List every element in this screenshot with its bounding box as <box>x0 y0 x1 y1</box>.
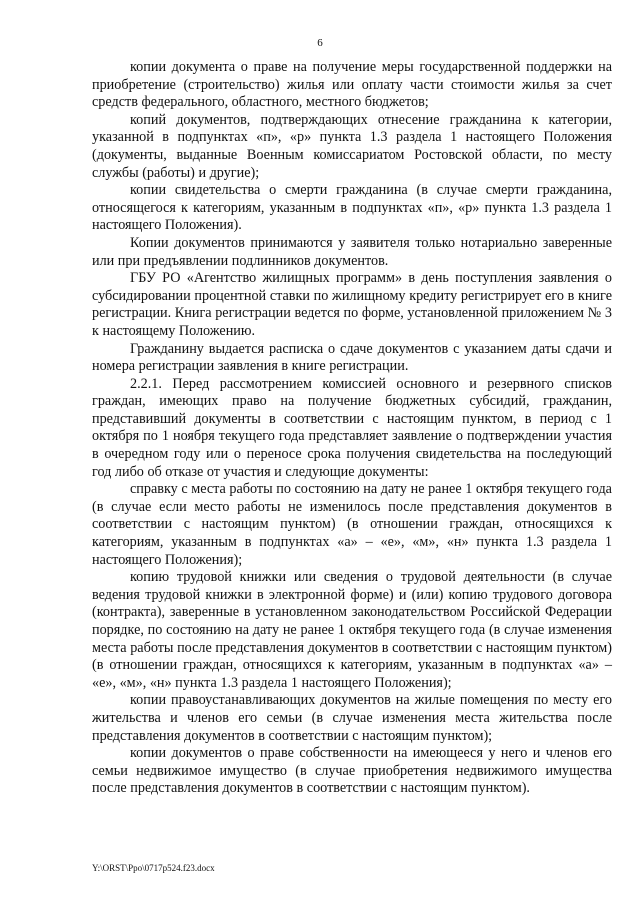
paragraph-3: копии свидетельства о смерти гражданина (в случае смерти гражданина, относящегося к категориям, указанным в подпунктах «п», «р» пункта 1.3 раздела 1 настоящего Положения). <box>92 182 612 234</box>
paragraph-9: копию трудовой книжки или сведения о трудовой деятельности (в случае ведения трудовой книжки в электронной форме) и (или) копию трудового договора (контракта), заверенные в установленном законодательством Российской Федерации порядке, по состоянию на дату не ранее 1 октября текущего года (в случае изменения места работы после представления документов в соответствии с настоящим пунктом) (в отношении граждан, относящихся к категориям, указанным в подпунктах «а» – «е», «м», «н» пункта 1.3 раздела 1 настоящего Положения); <box>92 569 612 691</box>
page-number: 6 <box>317 37 323 49</box>
paragraph-8: справку с места работы по состоянию на дату не ранее 1 октября текущего года (в случае если место работы не изменилось после представления документов в соответствии с настоящим пунктом) (в отношении граждан, относящихся к категориям, указанным в подпунктах «а» – «е», «м», «н» пункта 1.3 раздела 1 настоящего Положения); <box>92 481 612 568</box>
paragraph-6: Гражданину выдается расписка о сдаче документов с указанием даты сдачи и номера регистрации заявления в книге регистрации. <box>92 340 612 375</box>
paragraph-11: копии документов о праве собственности на имеющееся у него и членов его семьи недвижимое имущество (в случае приобретения недвижимого имущества после представления документов в соответствии с настоящим пунктом). <box>92 745 612 797</box>
paragraph-7: 2.2.1. Перед рассмотрением комиссией основного и резервного списков граждан, имеющих право на получение бюджетных субсидий, гражданин, представивший документы в соответствии с настоящим пунктом, в период с 1 октября по 1 ноября текущего года представляет заявление о подтверждении участия в очередном году или о переносе срока получения свидетельства на последующий год либо об отказе от участия и следующие документы: <box>92 375 612 480</box>
document-body <box>92 59 612 798</box>
paragraph-2: копий документов, подтверждающих отнесение гражданина к категории, указанной в подпунктах «п», «р» пункта 1.3 раздела 1 настоящего Положения (документы, выданные Военным комиссариатом Ростовской области, по месту службы (работы) и другие); <box>92 111 612 181</box>
paragraph-4: Копии документов принимаются у заявителя только нотариально заверенные или при предъявлении подлинников документов. <box>92 234 612 269</box>
file-path-footer: Y:\ORST\Ppo\0717p524.f23.docx <box>92 863 215 873</box>
paragraph-1: копии документа о праве на получение меры государственной поддержки на приобретение (строительство) жилья или оплату части стоимости жилья за счет средств федерального, областного, местного бюджетов; <box>92 59 612 111</box>
paragraph-5: ГБУ РО «Агентство жилищных программ» в день поступления заявления о субсидировании процентной ставки по жилищному кредиту регистрирует его в книге регистрации. Книга регистрации ведется по форме, установленной приложением № 3 к настоящему Положению. <box>92 270 612 339</box>
paragraph-10: копии правоустанавливающих документов на жилые помещения по месту его жительства и членов его семьи (в случае изменения места жительства после представления документов в соответствии с настоящим пунктом); <box>92 692 612 744</box>
